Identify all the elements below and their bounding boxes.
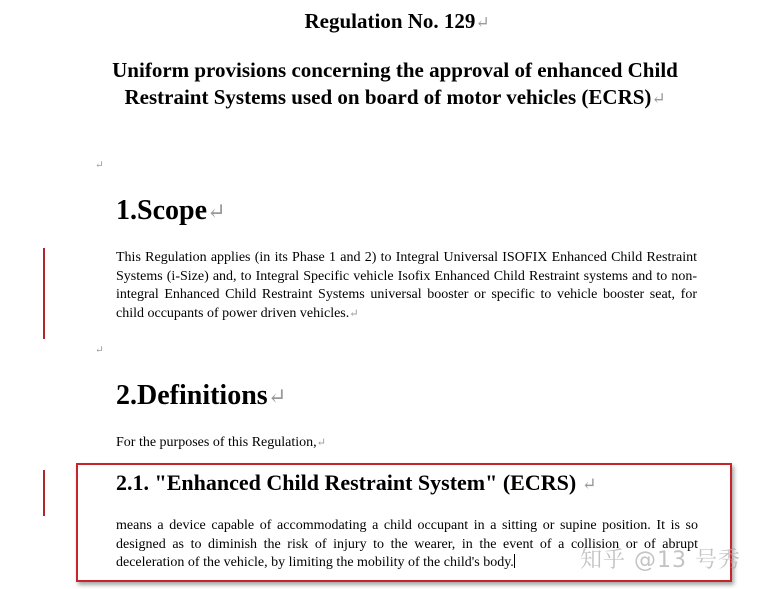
paragraph-mark-icon: ↵ bbox=[349, 307, 359, 320]
document-main-title: Uniform provisions concerning the approval of enhanced Child Restraint Systems used on board of motor vehicles (ECRS)↵ bbox=[112, 58, 678, 109]
text-cursor bbox=[514, 554, 515, 568]
paragraph-mark-icon: ↵ bbox=[581, 474, 597, 494]
paragraph-mark-icon: ↵ bbox=[651, 89, 666, 108]
change-bar bbox=[43, 248, 45, 339]
empty-paragraph bbox=[95, 341, 104, 357]
paragraph-mark-icon: ↵ bbox=[316, 437, 327, 449]
section-heading-scope: 1.Scope↵ bbox=[116, 195, 226, 226]
paragraph-mark-icon: ↵ bbox=[207, 199, 226, 224]
definition-paragraph[interactable]: means a device capable of accommodating a child occupant in a sitting or supine position. It is so designed as to diminish the risk of injury to the wearer, in the event of a collision or of abrupt deceleration of the vehicle, by limiting the mobility of the child's body. bbox=[116, 518, 698, 570]
watermark: 知乎 @13 号秀 bbox=[580, 548, 741, 573]
definitions-intro: For the purposes of this Regulation,↵ bbox=[116, 435, 327, 450]
section-heading-definitions: 2.Definitions↵ bbox=[116, 380, 287, 411]
paragraph-mark-icon: ↵ bbox=[475, 13, 490, 32]
definition-heading: 2.1. "Enhanced Child Restraint System" (ECRS) ↵ bbox=[116, 470, 597, 495]
empty-paragraph bbox=[95, 156, 104, 172]
scope-paragraph: This Regulation applies (in its Phase 1 and 2) to Integral Universal ISOFIX Enhanced Child Restraint Systems (i-Size) and, to Integral Specific vehicle Isofix Enhanced Child Restraint systems and to non-integral Enhanced Child Restraint Systems universal booster or specific to vehicle booster seat, for child occupants of power driven vehicles.↵ bbox=[116, 250, 697, 321]
change-bar bbox=[43, 470, 45, 516]
paragraph-mark-icon: ↵ bbox=[267, 384, 287, 409]
paragraph-mark-icon: ↵ bbox=[95, 345, 104, 356]
paragraph-mark-icon: ↵ bbox=[95, 160, 104, 171]
regulation-title: Regulation No. 129↵ bbox=[304, 9, 490, 33]
